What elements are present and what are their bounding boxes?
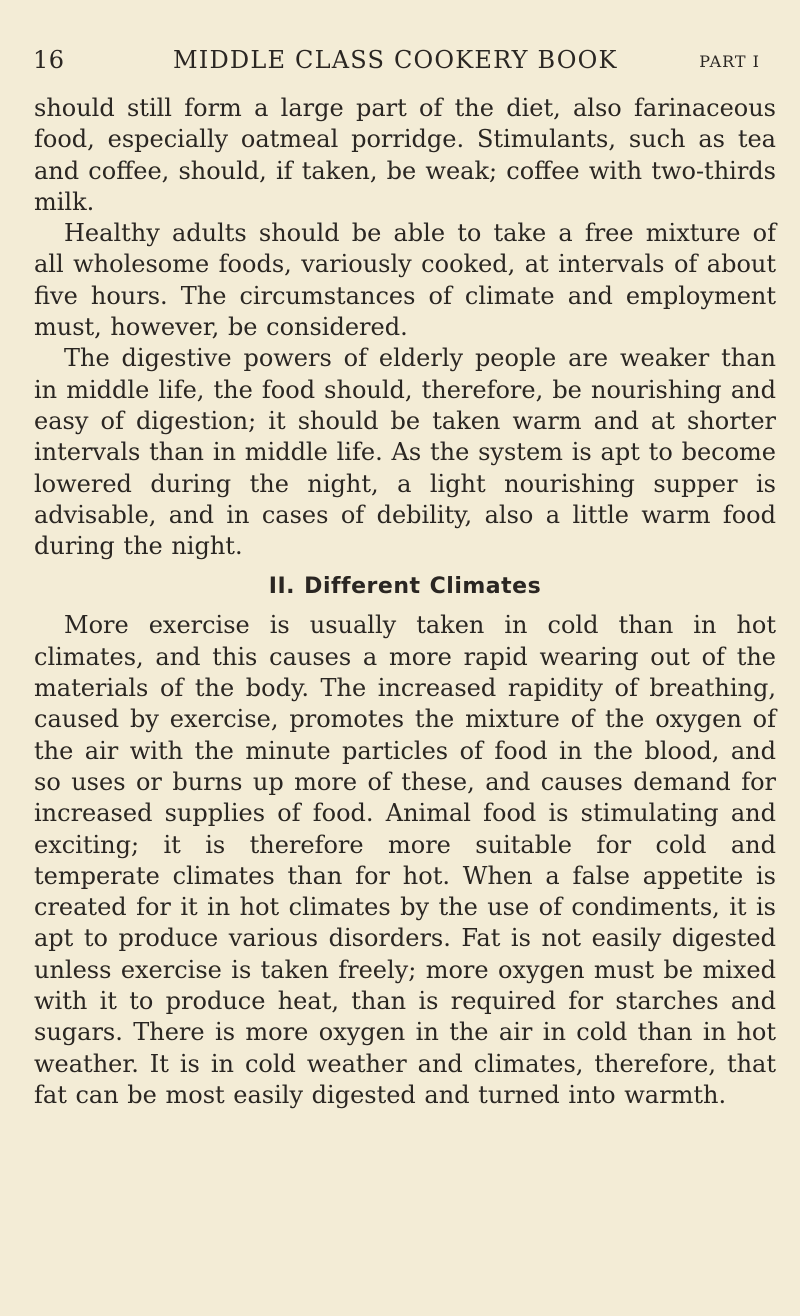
- part-label: PART I: [699, 52, 760, 71]
- running-title: MIDDLE CLASS COOKERY BOOK: [173, 46, 618, 74]
- section-heading: II. Different Climates: [268, 574, 542, 600]
- paragraph-different-climates: More exercise is usually taken in cold than in hot climates, and this causes a more rapid wearing out of the materials of the body. The increased rapidity of breathing, caused by exercise, promotes the mixture of the oxygen of the air with the minute particles of food in the blood, and so uses or burns up more of these, and causes demand for increased supplies of food. Animal food is stimulating and exciting; it is therefore more suitable for cold and temperate climates than for hot. When a false appetite is created for it in hot climates by the use of condiments, it is apt to produce various disorders. Fat is not easily digested unless exercise is taken freely; more oxygen must be mixed with it to produce heat, than is required for starches and sugars. There is more oxygen in the air in cold than in hot weather. It is in cold weather and climates, therefore, that fat can be most easily digested and turned into warmth.: [34, 611, 776, 1109]
- page-number: 16: [33, 46, 65, 74]
- page-header: [33, 44, 760, 84]
- page-body: [34, 93, 776, 1111]
- paragraph-healthy-adults: Healthy adults should be able to take a free mixture of all wholesome foods, variously cooked, at intervals of about five hours. The circumstances of climate and employment must, however, be considered.: [34, 219, 776, 342]
- paragraph-continued: should still form a large part of the diet, also farinaceous food, especially oatmeal porridge. Stimulants, such as tea and coffee, should, if taken, be weak; coffee with two-thirds milk.: [34, 94, 776, 216]
- paragraph-elderly-people: The digestive powers of elderly people are weaker than in middle life, the food should, therefore, be nourishing and easy of digestion; it should be taken warm and at shorter intervals than in middle life. As the system is apt to become lowered during the night, a light nourishing supper is advisable, and in cases of debility, also a little warm food during the night.: [34, 344, 776, 561]
